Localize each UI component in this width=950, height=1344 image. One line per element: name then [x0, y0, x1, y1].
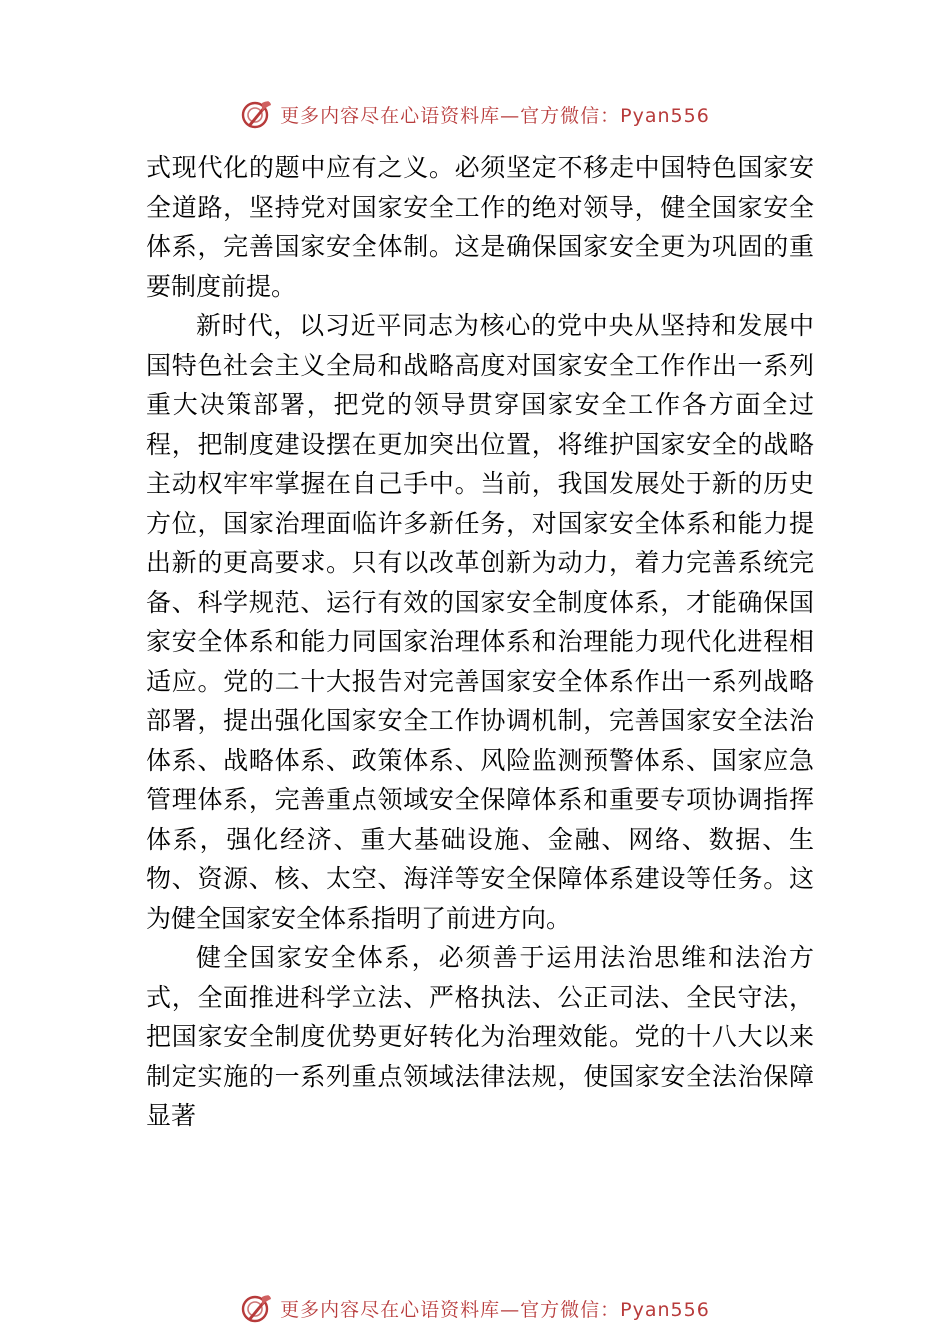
paragraph-3: 健全国家安全体系，必须善于运用法治思维和法治方式，全面推进科学立法、严格执法、公正司法、全民守法，把国家安全制度优势更好转化为治理效能。党的十八大以来制定实施的一系列重点领域法律法规，使国家安全法治保障显著 [146, 943, 814, 1130]
paragraph-2: 新时代，以习近平同志为核心的党中央从坚持和发展中国特色社会主义全局和战略高度对国家安全工作作出一系列重大决策部署，把党的领导贯穿国家安全工作各方面全过程，把制度建设摆在更加突出位置，将维护国家安全的战略主动权牢牢掌握在自己手中。当前，我国发展处于新的历史方位，国家治理面临许多新任务，对国家安全体系和能力提出新的更高要求。只有以改革创新为动力，着力完善系统完备、科学规范、运行有效的国家安全制度体系，才能确保国家安全体系和能力同国家治理体系和治理能力现代化进程相适应。党的二十大报告对完善国家安全体系作出一系列战略部署，提出强化国家安全工作协调机制，完善国家安全法治体系、战略体系、政策体系、风险监测预警体系、国家应急管理体系，完善重点领域安全保障体系和重要专项协调指挥体系，强化经济、重大基础设施、金融、网络、数据、生物、资源、核、太空、海洋等安全保障体系建设等任务。这为健全国家安全体系指明了前进方向。 [146, 311, 814, 933]
document-body [146, 148, 814, 1136]
footer-wechat-id: Pyan556 [620, 1298, 710, 1321]
header-wechat-id: Pyan556 [620, 104, 710, 127]
footer-banner-text: 更多内容尽在心语资料库—官方微信：Pyan556 [280, 1298, 710, 1321]
header-watermark-banner [0, 94, 950, 134]
quill-pen-logo-icon [240, 1291, 274, 1325]
footer-watermark-banner [0, 1288, 950, 1328]
quill-pen-logo-icon [240, 97, 274, 131]
header-banner-text: 更多内容尽在心语资料库—官方微信：Pyan556 [280, 104, 710, 127]
paragraph-1: 式现代化的题中应有之义。必须坚定不移走中国特色国家安全道路，坚持党对国家安全工作的绝对领导，健全国家安全体系，完善国家安全体制。这是确保国家安全更为巩固的重要制度前提。 [146, 153, 814, 301]
